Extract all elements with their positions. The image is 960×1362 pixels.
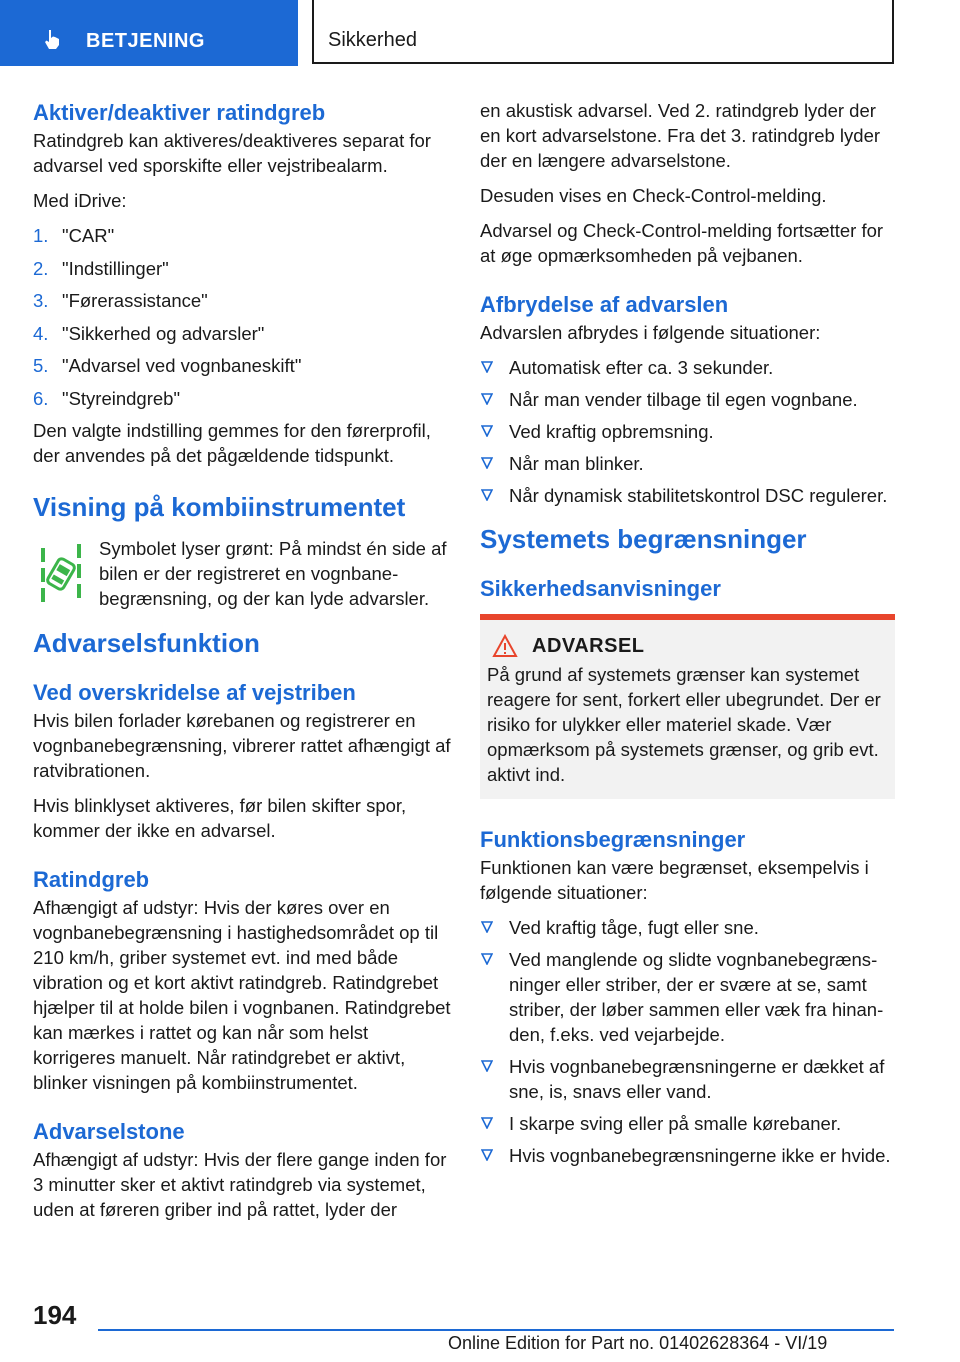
- triangle-bullet-icon: [481, 1149, 493, 1161]
- step-number: 3.: [33, 290, 49, 311]
- triangle-bullet-icon: [481, 425, 493, 437]
- paragraph: Advarslen afbrydes i følgende situationer:: [480, 322, 821, 343]
- step-text: "CAR": [62, 225, 115, 246]
- section-label: BETJENING: [86, 30, 205, 52]
- triangle-bullet-icon: [481, 361, 493, 373]
- paragraph: Desuden vises en Check-Control-melding.: [480, 185, 827, 206]
- warning-title: ADVARSEL: [532, 634, 645, 657]
- list-item: [480, 1054, 895, 1104]
- list-item-text: Hvis vognbanebegrænsningerne ikke er hvide.: [509, 1145, 891, 1166]
- triangle-bullet-icon: [481, 1060, 493, 1072]
- triangle-bullet-icon: [481, 393, 493, 405]
- warning-box: [480, 614, 895, 799]
- step-text: "Førerassistance": [62, 290, 208, 311]
- paragraph: Afhængigt af udstyr: Hvis der flere gange inden for 3 minutter sker et aktivt ratindgreb via systemet, uden at føreren griber ind på rattet, lyder der: [33, 1149, 447, 1220]
- paragraph: Den valgte indstilling gemmes for den førerprofil, der anvendes på det pågældende tidspunkt.: [33, 420, 431, 466]
- heading-interrupt: Afbrydelse af advarslen: [480, 292, 729, 317]
- list-item-text: Ved kraftig opbremsning.: [509, 421, 714, 442]
- heading-warning-function: Advarselsfunktion: [33, 628, 260, 658]
- idrive-steps: [33, 223, 453, 411]
- triangle-bullet-icon: [481, 953, 493, 965]
- list-item-text: Automatisk efter ca. 3 sekunder.: [509, 357, 774, 378]
- paragraph: Hvis blinklyset aktiveres, før bilen skifter spor, kommer der ikke en advarsel.: [33, 795, 407, 841]
- step-text: "Styreindgreb": [62, 387, 181, 409]
- list-item-text: Ved manglende og slidte vognbanebegrænsninger eller striber, der er svære at se, samt striber, der løber sammen eller væk fra hinanden, f.eks. ved vejarbejde.: [509, 949, 884, 1045]
- footer-divider: [98, 1329, 894, 1331]
- interrupt-list: [480, 355, 895, 508]
- list-item: [480, 483, 895, 508]
- list-item: [33, 353, 453, 378]
- paragraph: Advarsel og Check-Control-melding fortsætter for at øge opmærksomheden på vejbanen.: [480, 220, 884, 266]
- left-column: [33, 98, 453, 1232]
- heading-warning-tone: Advarselstone: [33, 1119, 185, 1144]
- list-item-text: Når dynamisk stabilitetskontrol DSC regulerer.: [509, 485, 888, 506]
- list-item-text: Ved kraftig tåge, fugt eller sne.: [509, 917, 759, 938]
- list-item: [480, 451, 895, 476]
- list-item: [480, 947, 895, 1047]
- chapter-box: [312, 0, 894, 64]
- list-item-text: Når man vender tilbage til egen vognbane.: [509, 389, 858, 410]
- right-column: [480, 98, 895, 1176]
- triangle-bullet-icon: [481, 457, 493, 469]
- paragraph: Hvis bilen forlader kørebanen og registrerer en vognbanebegrænsning, vibrerer rattet afhængigt af ratvibrationen.: [33, 710, 451, 781]
- warning-header: [487, 634, 887, 658]
- warning-text: På grund af systemets grænser kan systemet reagere for sent, forkert eller ubegrundet. Der er risiko for ulykker eller materiel skade. Vær opmærksom på systemets grænser, og grib evt. aktivt ind.: [487, 664, 881, 785]
- list-item: [33, 223, 453, 248]
- list-item: [33, 386, 453, 411]
- list-item: [480, 1111, 895, 1136]
- triangle-bullet-icon: [481, 489, 493, 501]
- lane-departure-icon: [41, 544, 81, 602]
- step-number: 2.: [33, 257, 49, 279]
- list-item: [33, 288, 453, 313]
- heading-system-limits: Systemets begrænsninger: [480, 524, 807, 554]
- triangle-bullet-icon: [481, 921, 493, 933]
- section-tab: [0, 0, 298, 66]
- heading-safety: Sikkerhedsanvisninger: [480, 576, 721, 601]
- list-item: [33, 321, 453, 346]
- list-item: [480, 915, 895, 940]
- step-number: 4.: [33, 322, 49, 344]
- warning-triangle-icon: [492, 634, 518, 658]
- list-item-text: Hvis vognbanebegrænsningerne er dækket af sne, is, snavs eller vand.: [509, 1056, 885, 1102]
- list-item: [480, 387, 895, 412]
- indicator-text: Symbolet lyser grønt: På mindst én side af bilen er der registreret en vognbanebegrænsning, og der kan lyde advarsler.: [99, 538, 447, 609]
- paragraph: Funktionen kan være begrænset, eksempelvis i følgende situationer:: [480, 857, 869, 903]
- paragraph: Afhængigt af udstyr: Hvis der køres over en vognbanebegrænsning i hastighedsområdet op til 210 km/h, griber systemet evt. ind med både vibration og et kort aktivt ratindgreb. Ratindgrebet hjælper til at holde bilen i vognbanen. Ratindgrebet kan mærkes i rattet og kan når som helst korrigeres manuelt. Når ratindgrebet er aktivt, blinker visningen på kombiinstrumentet.: [33, 897, 451, 1093]
- step-text: "Sikkerhed og advarsler": [62, 322, 265, 344]
- indicator-block: [33, 536, 453, 616]
- paragraph: en akustisk advarsel. Ved 2. ratindgreb lyder der en kort advarselstone. Fra det 3. ratindgreb lyder der en længere advarselstone.: [480, 100, 881, 171]
- step-number: 1.: [33, 225, 49, 246]
- list-item: [480, 1143, 895, 1168]
- step-text: "Advarsel ved vognbaneskift": [62, 355, 302, 376]
- limits-list: [480, 915, 895, 1168]
- step-text: "Indstillinger": [62, 257, 169, 279]
- step-number: 6.: [33, 387, 49, 409]
- heading-line-exceed: Ved overskridelse af vejstriben: [33, 680, 356, 705]
- list-item: [33, 256, 453, 281]
- list-item-text: I skarpe sving eller på smalle kørebaner.: [509, 1113, 842, 1134]
- triangle-bullet-icon: [481, 1117, 493, 1129]
- list-item-text: Når man blinker.: [509, 453, 644, 474]
- list-item: [480, 355, 895, 380]
- hand-touch-icon: [40, 27, 64, 51]
- heading-toggle-steering: Aktiver/deaktiver ratindgreb: [33, 100, 326, 125]
- paragraph: Med iDrive:: [33, 190, 127, 211]
- chapter-label: Sikkerhed: [328, 29, 417, 51]
- heading-function-limits: Funktionsbegrænsninger: [480, 827, 746, 852]
- edition-text: Online Edition for Part no. 01402628364 - VI/19: [448, 1333, 828, 1353]
- page-number: 194: [33, 1300, 77, 1330]
- heading-display: Visning på kombiinstrumentet: [33, 492, 406, 522]
- heading-steering-intervention: Ratindgreb: [33, 867, 150, 892]
- paragraph: Ratindgreb kan aktiveres/deaktiveres separat for advarsel ved sporskifte eller vejstribealarm.: [33, 130, 431, 176]
- list-item: [480, 419, 895, 444]
- step-number: 5.: [33, 355, 49, 376]
